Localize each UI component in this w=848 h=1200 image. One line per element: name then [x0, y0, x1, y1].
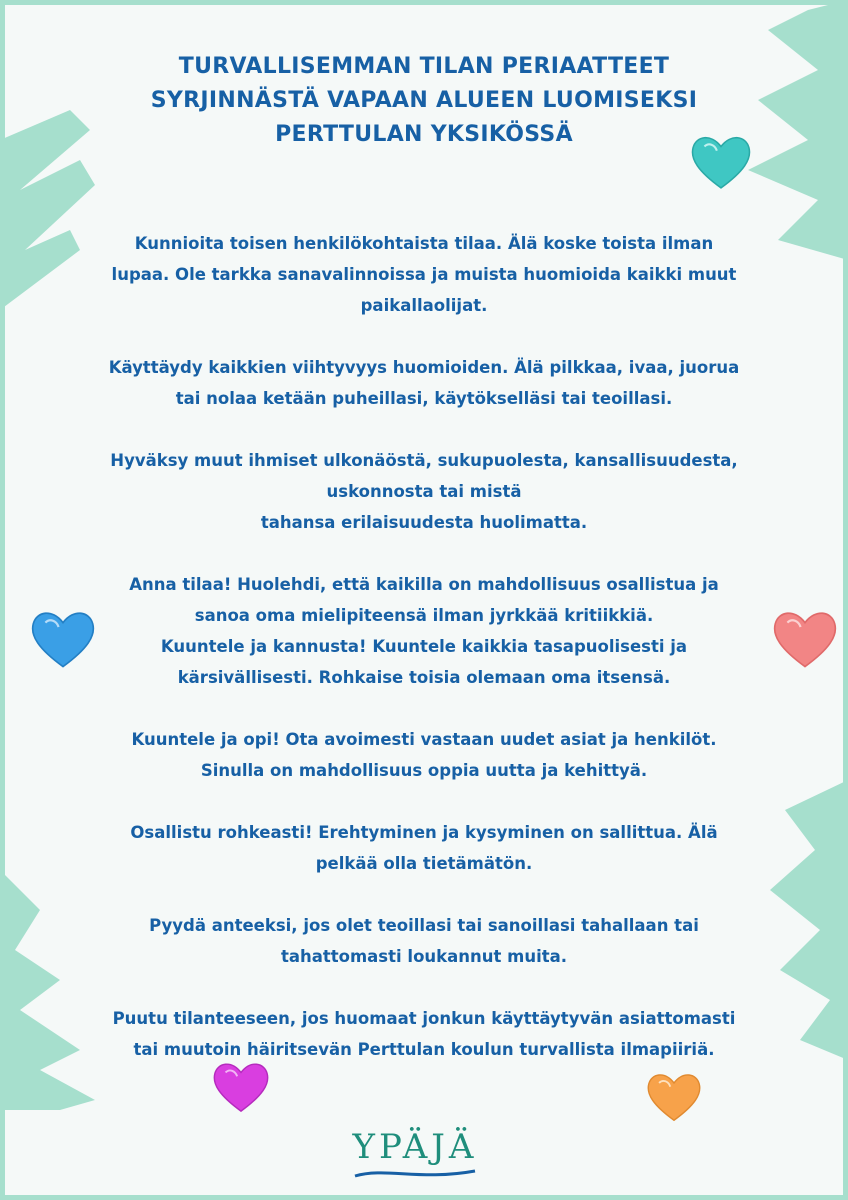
- principle-paragraph: [70, 445, 778, 538]
- principle-paragraph: [70, 910, 778, 972]
- text-line: Puutu tilanteeseen, jos huomaat jonkun käyttäytyvän asiattomasti: [112, 1009, 736, 1028]
- heart-icon: [212, 1056, 270, 1116]
- text-line: pelkää olla tietämätön.: [315, 854, 533, 873]
- heart-icon: [30, 603, 96, 673]
- ypaja-logo: [350, 1127, 480, 1183]
- text-line: sanoa oma mielipiteensä ilman jyrkkää kritiikkiä.: [194, 606, 654, 625]
- logo-text: YPÄJÄ: [352, 1127, 478, 1167]
- principle-paragraph: [70, 817, 778, 879]
- text-line: Kunnioita toisen henkilökohtaista tilaa. Älä koske toista ilman: [134, 234, 714, 253]
- text-line: Kuuntele ja kannusta! Kuuntele kaikkia tasapuolisesti ja: [160, 637, 688, 656]
- page-title: [60, 50, 788, 152]
- title-line: PERTTULAN YKSIKÖSSÄ: [275, 122, 573, 147]
- text-line: Anna tilaa! Huolehdi, että kaikilla on mahdollisuus osallistua ja: [129, 575, 719, 594]
- principles-text: [70, 228, 778, 1065]
- text-line: lupaa. Ole tarkka sanavalinnoissa ja muista huomioida kaikki muut: [111, 265, 737, 284]
- heart-icon: [646, 1063, 702, 1129]
- text-line: Käyttäydy kaikkien viihtyvyys huomioiden. Älä pilkkaa, ivaa, juorua: [108, 358, 740, 377]
- text-line: tahattomasti loukannut muita.: [280, 947, 568, 966]
- text-line: kärsivällisesti. Rohkaise toisia olemaan oma itsensä.: [177, 668, 671, 687]
- text-line: Pyydä anteeksi, jos olet teoillasi tai sanoillasi tahallaan tai: [149, 916, 699, 935]
- text-line: tai nolaa ketään puheillasi, käytökselläsi tai teoillasi.: [175, 389, 673, 408]
- title-line: SYRJINNÄSTÄ VAPAAN ALUEEN LUOMISEKSI: [150, 88, 698, 113]
- text-line: uskonnosta tai mistä: [326, 482, 522, 501]
- principle-paragraph: [70, 1003, 778, 1065]
- principle-paragraph: [70, 724, 778, 786]
- text-line: Sinulla on mahdollisuus oppia uutta ja kehittyä.: [200, 761, 648, 780]
- text-line: Osallistu rohkeasti! Erehtyminen ja kysyminen on sallittua. Älä: [130, 823, 718, 842]
- brush-stroke-bottom-right: [770, 780, 848, 1060]
- text-line: tahansa erilaisuudesta huolimatta.: [260, 513, 588, 532]
- heart-icon: [772, 607, 838, 669]
- text-line: paikallaolijat.: [360, 296, 488, 315]
- title-line: TURVALLISEMMAN TILAN PERIAATTEET: [178, 54, 670, 79]
- text-line: Hyväksy muut ihmiset ulkonäöstä, sukupuolesta, kansallisuudesta,: [110, 451, 738, 470]
- principle-paragraph: [70, 228, 778, 321]
- logo-wave-icon: [350, 1167, 480, 1181]
- principle-paragraph: [70, 569, 778, 693]
- text-line: Kuuntele ja opi! Ota avoimesti vastaan uudet asiat ja henkilöt.: [131, 730, 717, 749]
- principle-paragraph: [70, 352, 778, 414]
- heart-icon: [690, 132, 752, 190]
- text-line: tai muutoin häiritsevän Perttulan koulun turvallista ilmapiiriä.: [133, 1040, 715, 1059]
